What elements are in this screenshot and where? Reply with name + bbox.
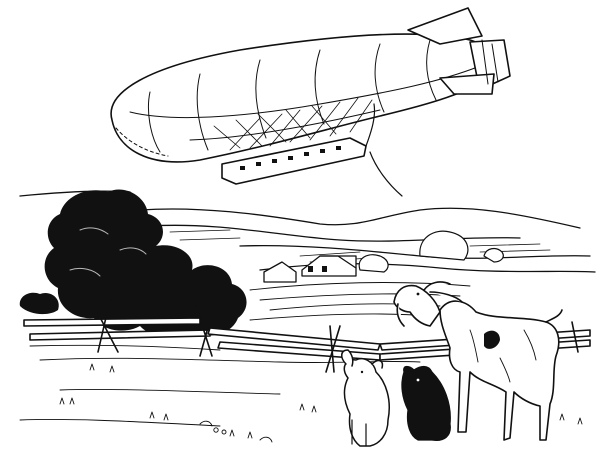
- goat-eye: [417, 293, 420, 296]
- airship-trail-rope: [370, 152, 402, 196]
- airship: [111, 8, 510, 196]
- sheep-eye: [361, 371, 363, 373]
- tree-clump: [20, 189, 247, 336]
- dog: [402, 367, 450, 441]
- goat-tail: [546, 310, 562, 322]
- sheep: [342, 350, 390, 446]
- dog-eye: [417, 379, 420, 382]
- goat-body: [440, 301, 559, 440]
- farmhouse-window: [308, 266, 313, 272]
- farmhouse: [264, 256, 356, 282]
